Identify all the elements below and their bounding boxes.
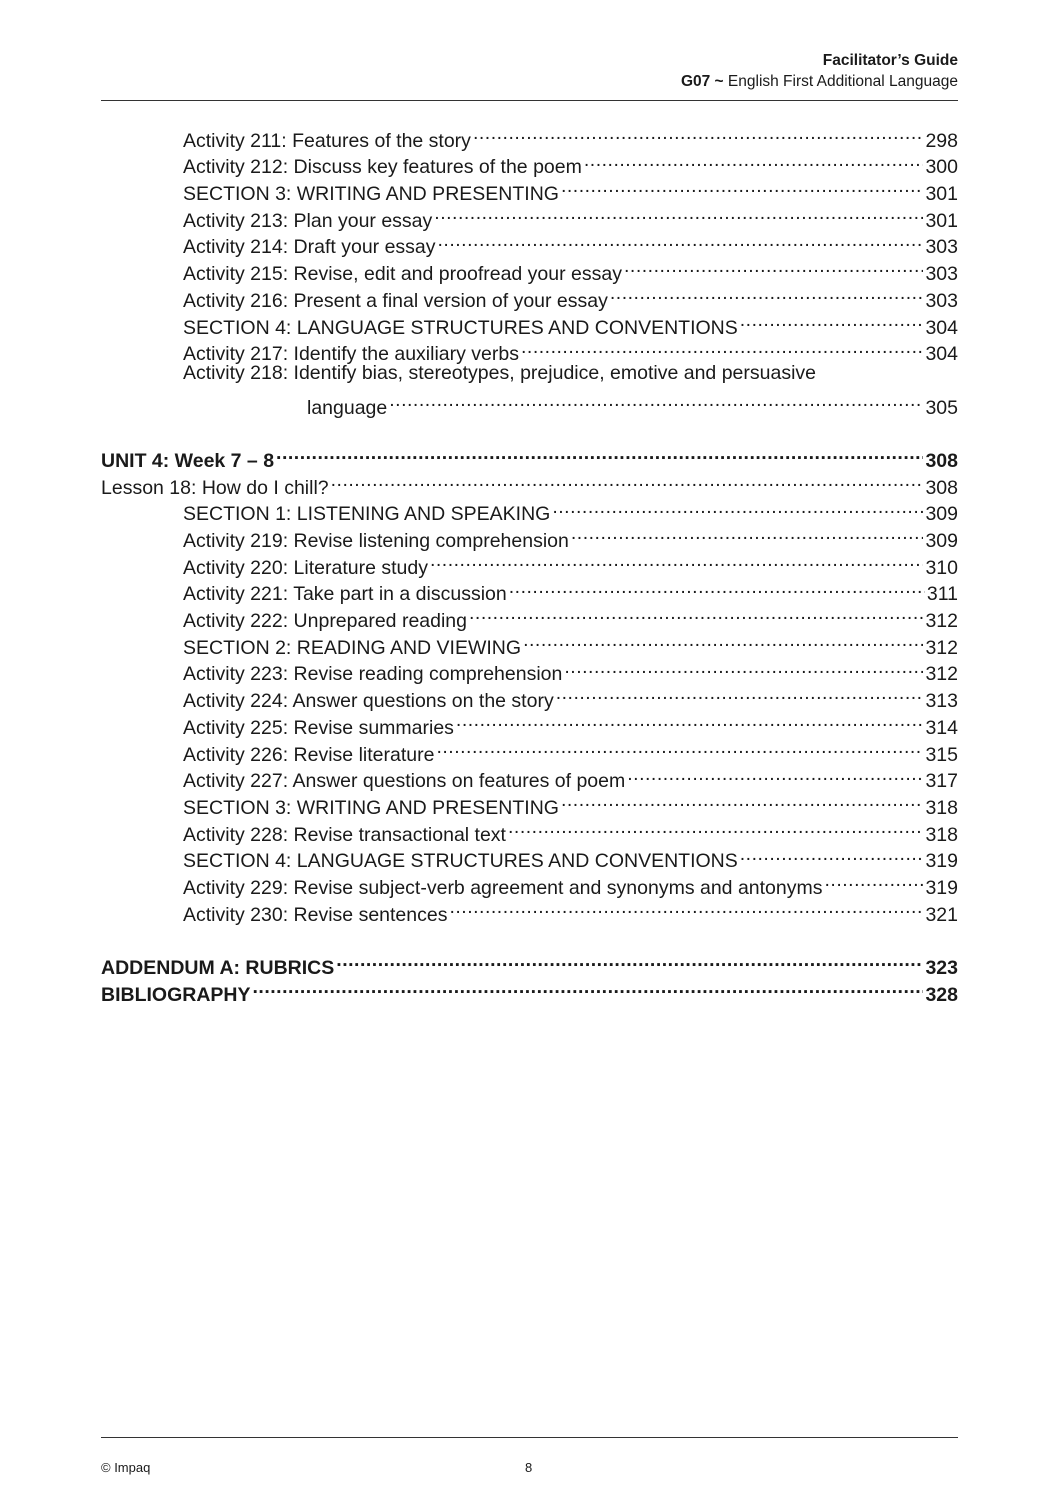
toc-entry-label: Activity 212: Discuss key features of the poem [183, 156, 582, 179]
dot-leader [336, 947, 923, 974]
dot-leader [508, 814, 923, 841]
dot-leader [473, 120, 924, 147]
dot-leader [561, 173, 923, 200]
toc-entry-label: SECTION 2: READING AND VIEWING [183, 636, 522, 659]
dot-leader [523, 627, 923, 654]
toc-entry-page: 313 [925, 690, 958, 713]
toc-entry-page: 310 [925, 556, 958, 579]
dot-leader [389, 387, 923, 414]
dot-leader [584, 147, 924, 174]
dot-leader [624, 253, 923, 280]
guide-title: Facilitator’s Guide [822, 52, 958, 69]
toc-entry-label: Activity 218: Identify bias, stereotypes, prejudice, emotive and persuasive [183, 362, 816, 385]
toc-entry-page: 308 [925, 449, 958, 472]
toc-entry-page: 301 [925, 209, 958, 232]
dot-leader [564, 654, 923, 681]
toc-entry-label: Activity 220: Literature study [183, 556, 428, 579]
toc-entry-label: ADDENDUM A: RUBRICS [101, 957, 335, 979]
toc-entry [101, 387, 958, 419]
toc-entry-label: Activity 222: Unprepared reading [183, 610, 467, 633]
toc-entry [101, 120, 958, 152]
dot-leader [434, 200, 923, 227]
toc-entry-label: Activity 225: Revise summaries [183, 716, 454, 739]
toc-entry-page: 312 [925, 636, 958, 659]
toc-entry-page: 317 [925, 770, 958, 793]
toc-entry-page: 304 [925, 316, 958, 339]
footer-divider [101, 1437, 958, 1438]
toc-entry-page: 298 [925, 129, 958, 152]
toc-entry-label: Activity 227: Answer questions on features of poem [183, 770, 626, 793]
toc-entry-label: Activity 215: Revise, edit and proofread your essay [183, 263, 622, 286]
toc-entry-label: SECTION 4: LANGUAGE STRUCTURES AND CONVENTIONS [183, 316, 738, 339]
toc-entry-label: Activity 214: Draft your essay [183, 236, 436, 259]
dot-leader [436, 734, 923, 761]
dot-leader [253, 974, 924, 1001]
toc-entry-page: 301 [925, 183, 958, 206]
toc-entry-page: 319 [925, 850, 958, 873]
toc-entry-page: 314 [925, 716, 958, 739]
dot-leader [740, 307, 924, 334]
toc-entry-page: 323 [925, 957, 958, 979]
dot-leader [740, 841, 924, 868]
toc-entry-page: 303 [925, 289, 958, 312]
toc-entry-label: Activity 221: Take part in a discussion [183, 583, 507, 606]
dot-leader [438, 227, 924, 254]
toc-entry-page: 304 [925, 343, 958, 366]
toc-entry-label: Lesson 18: How do I chill? [101, 476, 329, 499]
toc-entry-page: 303 [925, 263, 958, 286]
toc-entry-page: 328 [925, 983, 958, 1006]
toc-entry-label: Activity 213: Plan your essay [183, 209, 433, 232]
toc-entry-page: 312 [925, 663, 958, 686]
dot-leader [469, 600, 923, 627]
dot-leader [627, 761, 923, 788]
dot-leader [276, 440, 923, 467]
dot-leader [456, 707, 924, 734]
toc-entry-page: 309 [925, 503, 958, 526]
toc-entry [101, 947, 958, 979]
toc-entry-label: UNIT 4: Week 7 – 8 [101, 449, 275, 472]
toc-entry-label: language [307, 396, 388, 419]
dot-leader [521, 334, 923, 361]
table-of-contents [101, 120, 958, 1006]
toc-entry-page: 300 [925, 156, 958, 179]
toc-entry [101, 440, 958, 472]
dot-leader [331, 467, 924, 494]
toc-entry-page: 312 [925, 610, 958, 633]
toc-entry-label: Activity 228: Revise transactional text [183, 823, 506, 846]
toc-entry-label: SECTION 1: LISTENING AND SPEAKING [183, 503, 551, 526]
dot-leader [556, 680, 924, 707]
toc-entry [101, 360, 958, 387]
dot-leader [430, 547, 924, 574]
dot-leader [449, 894, 923, 921]
page-number: 8 [525, 1460, 533, 1475]
toc-entry-label: BIBLIOGRAPHY [101, 983, 251, 1006]
guide-subtitle [681, 71, 958, 92]
toc-entry-label: Activity 217: Identify the auxiliary verbs [183, 343, 519, 366]
dot-leader [610, 280, 924, 307]
toc-entry-label: Activity 223: Revise reading comprehension [183, 663, 563, 686]
toc-entry-page: 319 [925, 876, 958, 899]
toc-entry-page: 315 [925, 743, 958, 766]
toc-entry-page: 318 [925, 823, 958, 846]
grade-code: G07 ~ [680, 73, 724, 90]
dot-leader [824, 867, 923, 894]
toc-entry-page: 308 [925, 476, 958, 499]
page-header [681, 50, 958, 92]
toc-entry-label: Activity 230: Revise sentences [183, 903, 448, 926]
toc-entry-page: 303 [925, 236, 958, 259]
toc-entry-page: 309 [925, 530, 958, 552]
dot-leader [552, 494, 923, 521]
toc-entry-label: Activity 211: Features of the story [183, 129, 471, 152]
toc-entry-label: SECTION 3: WRITING AND PRESENTING [183, 796, 559, 819]
dot-leader [509, 574, 925, 601]
copyright-text: © Impaq [101, 1460, 151, 1475]
header-divider [101, 100, 958, 101]
toc-entry-label: Activity 226: Revise literature [183, 743, 435, 766]
toc-entry-label: SECTION 4: LANGUAGE STRUCTURES AND CONVENTIONS [183, 850, 738, 873]
toc-entry-page: 305 [925, 396, 958, 419]
toc-entry-label: SECTION 3: WRITING AND PRESENTING [183, 183, 559, 206]
toc-entry-label: Activity 229: Revise subject-verb agreement and synonyms and antonyms [183, 876, 823, 899]
dot-leader [561, 787, 923, 814]
toc-entry-label: Activity 224: Answer questions on the story [183, 690, 554, 713]
toc-entry-page: 321 [925, 903, 958, 926]
toc-entry-label: Activity 219: Revise listening comprehension [183, 530, 569, 552]
dot-leader [571, 520, 924, 547]
subject-name: English First Additional Language [723, 73, 958, 90]
toc-entry-page: 318 [925, 796, 958, 819]
toc-entry-label: Activity 216: Present a final version of your essay [183, 289, 608, 312]
toc-entry-page: 311 [926, 583, 958, 606]
